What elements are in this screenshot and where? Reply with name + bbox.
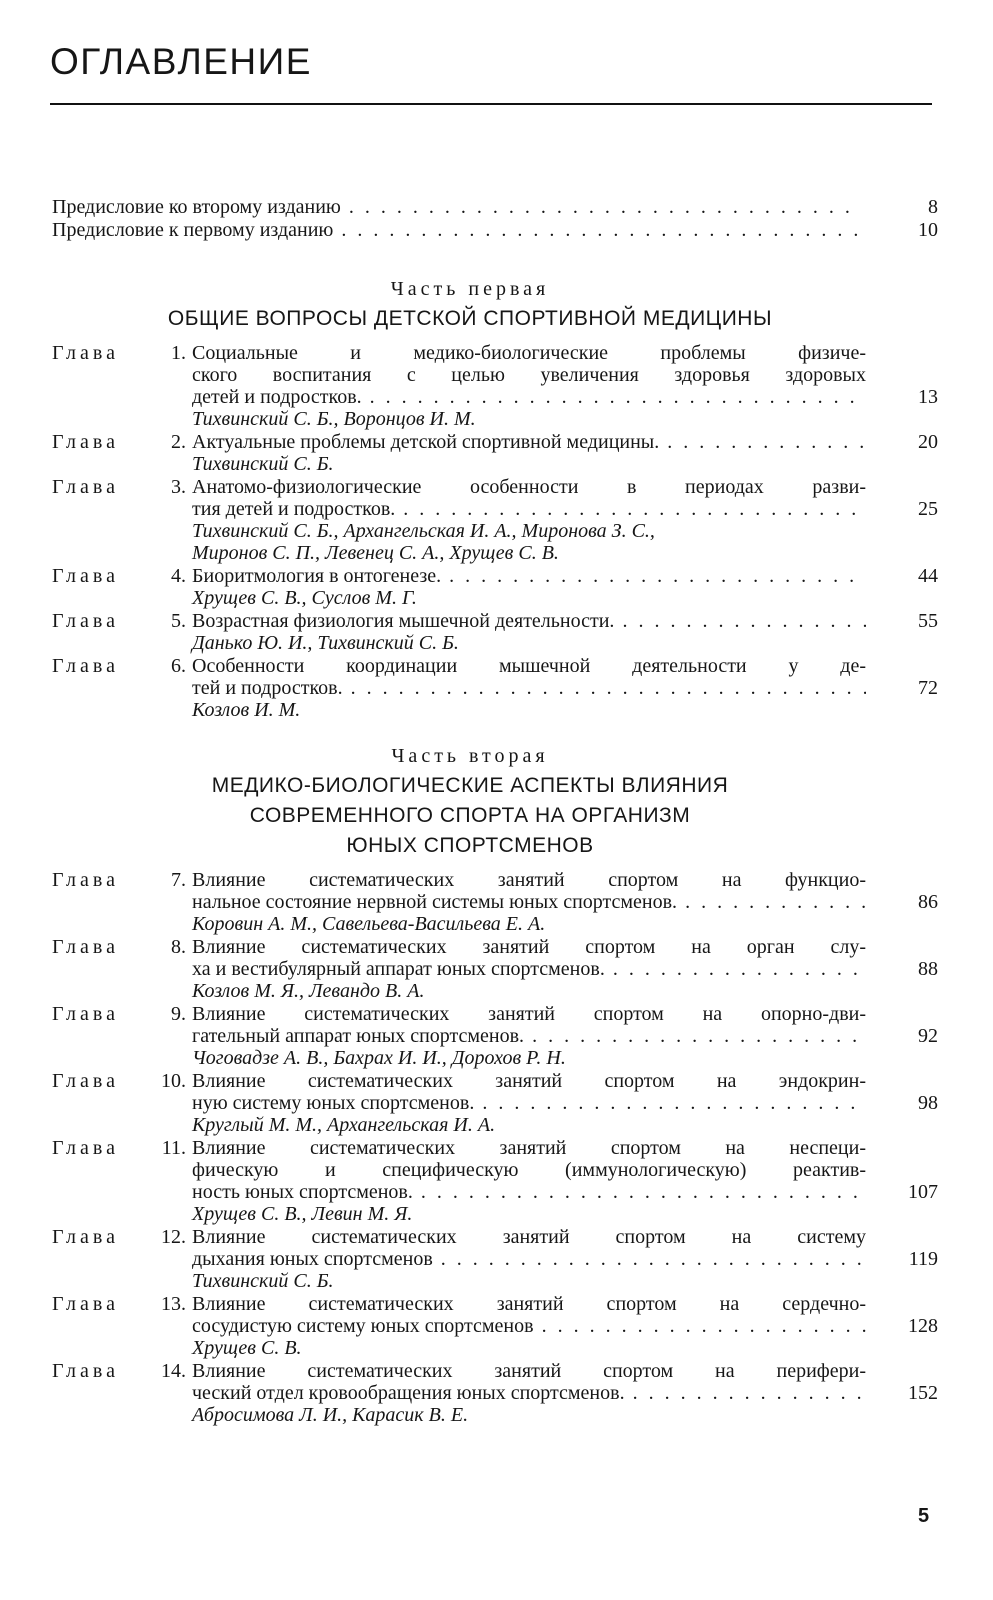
part-label: Часть первая [390,278,550,300]
chapter-title-line: фическую и специфическую (иммунологическую) реактив- [192,1159,866,1181]
chapter-title-line: ную систему юных спортсменов. . . . [192,1092,866,1114]
chapter-body [192,655,866,721]
chapter-body [192,342,866,430]
chapter-authors: Козлов М. Я., Левандо В. А. [192,980,425,1002]
chapter-body [192,1226,866,1292]
chapter-word: Глава [52,610,119,632]
chapter-number: 14. [161,1360,186,1382]
chapter-title-line: тия детей и подростков. . . . [192,498,866,520]
part-section [52,278,938,721]
chapter-entry [52,1003,938,1069]
chapter-title-line: ность юных спортсменов. . . . [192,1181,866,1203]
chapter-title-line: дыхания юных спортсменов . . . [192,1248,866,1270]
page-number: 98 [918,1092,938,1114]
chapter-entry [52,655,938,721]
chapter-authors: Хрущев С. В. [192,1337,302,1359]
page-folio: 5 [918,1505,930,1527]
chapter-number: 5. [171,610,186,632]
chapter-authors: Тихвинский С. Б. [192,453,334,475]
page-number: 92 [918,1025,938,1047]
chapter-number: 4. [171,565,186,587]
page-number: 13 [918,386,938,408]
chapter-title-line: Биоритмология в онтогенезе. . . . [192,565,866,587]
part-title-line: СОВРЕМЕННОГО СПОРТА НА ОРГАНИЗМ [249,804,691,827]
chapter-title-line: тей и подростков. . . . [192,677,866,699]
chapter-entry [52,476,938,564]
chapter-body [192,610,866,654]
chapter-title-line: Влияние систематических занятий спортом на неспеци- [192,1137,866,1159]
chapter-body [192,1360,866,1426]
chapter-number: 9. [171,1003,186,1025]
chapter-entry [52,1070,938,1136]
chapter-word: Глава [52,565,119,587]
chapter-body [192,431,866,475]
chapter-title-line: Влияние систематических занятий спортом на функцио- [192,869,866,891]
chapter-title-line: нальное состояние нервной системы юных спортсменов. . . . [192,891,866,913]
chapter-body [192,936,866,1002]
chapter-label [52,565,192,587]
chapter-authors: Данько Ю. И., Тихвинский С. Б. [192,632,459,654]
chapter-title-line: ческий отдел кровообращения юных спортсменов. . . . [192,1382,866,1404]
part-title-line: ОБЩИЕ ВОПРОСЫ ДЕТСКОЙ СПОРТИВНОЙ МЕДИЦИНЫ [167,307,773,330]
part-title [2,304,938,334]
page-number: 8 [928,196,938,218]
chapter-label [52,1226,192,1248]
chapter-entry [52,936,938,1002]
chapter-entry [52,869,938,935]
chapter-label [52,610,192,632]
chapter-label [52,342,192,364]
chapter-label [52,936,192,958]
chapter-authors: Хрущев С. В., Левин М. Я. [192,1203,413,1225]
chapter-entry [52,431,938,475]
chapter-label [52,655,192,677]
chapter-label [52,1360,192,1382]
page-number: 44 [918,565,938,587]
part-title-line: ЮНЫХ СПОРТСМЕНОВ [346,834,594,857]
chapter-entry [52,1226,938,1292]
chapter-title-line: Влияние систематических занятий спортом на эндокрин- [192,1070,866,1092]
chapter-title-line: Особенности координации мышечной деятельности у де- [192,655,866,677]
page-number: 72 [918,677,938,699]
page-number: 86 [918,891,938,913]
chapter-word: Глава [52,431,119,453]
chapter-number: 6. [171,655,186,677]
chapter-label [52,1003,192,1025]
chapter-title-line: Влияние систематических занятий спортом на орган слу- [192,936,866,958]
chapter-authors: Чоговадзе А. В., Бахрах И. И., Дорохов Р. Н. [192,1047,566,1069]
chapter-authors: Тихвинский С. Б. [192,1270,334,1292]
chapter-label [52,476,192,498]
chapter-title-line: детей и подростков. . . . [192,386,866,408]
chapter-title-line: Влияние систематических занятий спортом на систему [192,1226,866,1248]
page-number: 88 [918,958,938,980]
part-title-line: МЕДИКО-БИОЛОГИЧЕСКИЕ АСПЕКТЫ ВЛИЯНИЯ [211,774,729,797]
chapter-authors: Тихвинский С. Б., Архангельская И. А., Миронова З. С., [192,520,655,542]
page-number: 119 [908,1248,938,1270]
part-title [2,771,938,861]
chapter-body [192,1293,866,1359]
preface-title: Предисловие к первому изданию . . . [52,219,858,241]
chapter-body [192,1070,866,1136]
chapter-word: Глава [52,1360,119,1382]
chapter-title-line: гательный аппарат юных спортсменов. . . . [192,1025,866,1047]
chapter-authors: Круглый М. М., Архангельская И. А. [192,1114,496,1136]
chapter-word: Глава [52,936,119,958]
chapter-authors: Абросимова Л. И., Карасик В. Е. [192,1404,469,1426]
chapter-number: 2. [171,431,186,453]
chapter-number: 11. [161,1137,186,1159]
page-number: 10 [918,219,938,241]
chapter-title-line: Анатомо-физиологические особенности в периодах разви- [192,476,866,498]
chapter-title-line: Влияние систематических занятий спортом на опорно-дви- [192,1003,866,1025]
chapter-entry [52,342,938,430]
page-number: 25 [918,498,938,520]
chapter-body [192,565,866,609]
chapter-body [192,476,866,564]
chapter-authors: Козлов И. М. [192,699,301,721]
page-title: ОГЛАВЛЕНИЕ [50,41,312,82]
page-number: 55 [918,610,938,632]
chapter-number: 7. [171,869,186,891]
chapter-entry [52,1293,938,1359]
chapter-authors: Коровин А. М., Савельева-Васильева Е. А. [192,913,546,935]
part-section [52,745,938,1426]
chapter-word: Глава [52,476,119,498]
chapter-title-line: сосудистую систему юных спортсменов . . . [192,1315,866,1337]
chapter-word: Глава [52,655,119,677]
preface-title: Предисловие ко второму изданию . . . [52,196,858,218]
page-number: 20 [918,431,938,453]
chapter-entry [52,565,938,609]
chapter-title-line: ского воспитания с целью увеличения здоровья здоровых [192,364,866,386]
chapter-number: 10. [161,1070,186,1092]
chapter-body [192,869,866,935]
chapter-title-line: Влияние систематических занятий спортом на перифери- [192,1360,866,1382]
chapter-authors: Тихвинский С. Б., Воронцов И. М. [192,408,476,430]
chapter-entry [52,610,938,654]
chapter-word: Глава [52,1226,119,1248]
chapter-number: 13. [161,1293,186,1315]
chapter-label [52,1137,192,1159]
chapter-number: 8. [171,936,186,958]
chapter-title-line: Социальные и медико-биологические проблемы физиче- [192,342,866,364]
chapter-label [52,1070,192,1092]
chapter-entry [52,1137,938,1225]
chapter-number: 3. [171,476,186,498]
part-label: Часть вторая [391,745,549,767]
chapter-label [52,431,192,453]
chapter-number: 12. [161,1226,186,1248]
page-number: 152 [908,1382,938,1404]
chapter-authors: Хрущев С. В., Суслов М. Г. [192,587,417,609]
chapter-word: Глава [52,1293,119,1315]
chapter-body [192,1137,866,1225]
chapter-word: Глава [52,1070,119,1092]
chapter-word: Глава [52,342,119,364]
page-number: 128 [908,1315,938,1337]
table-of-contents [52,196,938,1427]
chapter-body [192,1003,866,1069]
chapter-word: Глава [52,1003,119,1025]
preface-entry [52,219,938,242]
chapter-authors: Миронов С. П., Левенец С. А., Хрущев С. В. [192,542,559,564]
chapter-title-line: Влияние систематических занятий спортом на сердечно- [192,1293,866,1315]
title-rule [50,103,932,105]
chapter-title-line: Актуальные проблемы детской спортивной медицины. . . . [192,431,866,453]
chapter-entry [52,1360,938,1426]
chapter-title-line: Возрастная физиология мышечной деятельности. . . . [192,610,866,632]
chapter-word: Глава [52,1137,119,1159]
preface-entry [52,196,938,219]
chapter-number: 1. [171,342,186,364]
chapter-label [52,1293,192,1315]
chapter-word: Глава [52,869,119,891]
chapter-title-line: ха и вестибулярный аппарат юных спортсменов. . . . [192,958,866,980]
chapter-label [52,869,192,891]
page-number: 107 [908,1181,938,1203]
